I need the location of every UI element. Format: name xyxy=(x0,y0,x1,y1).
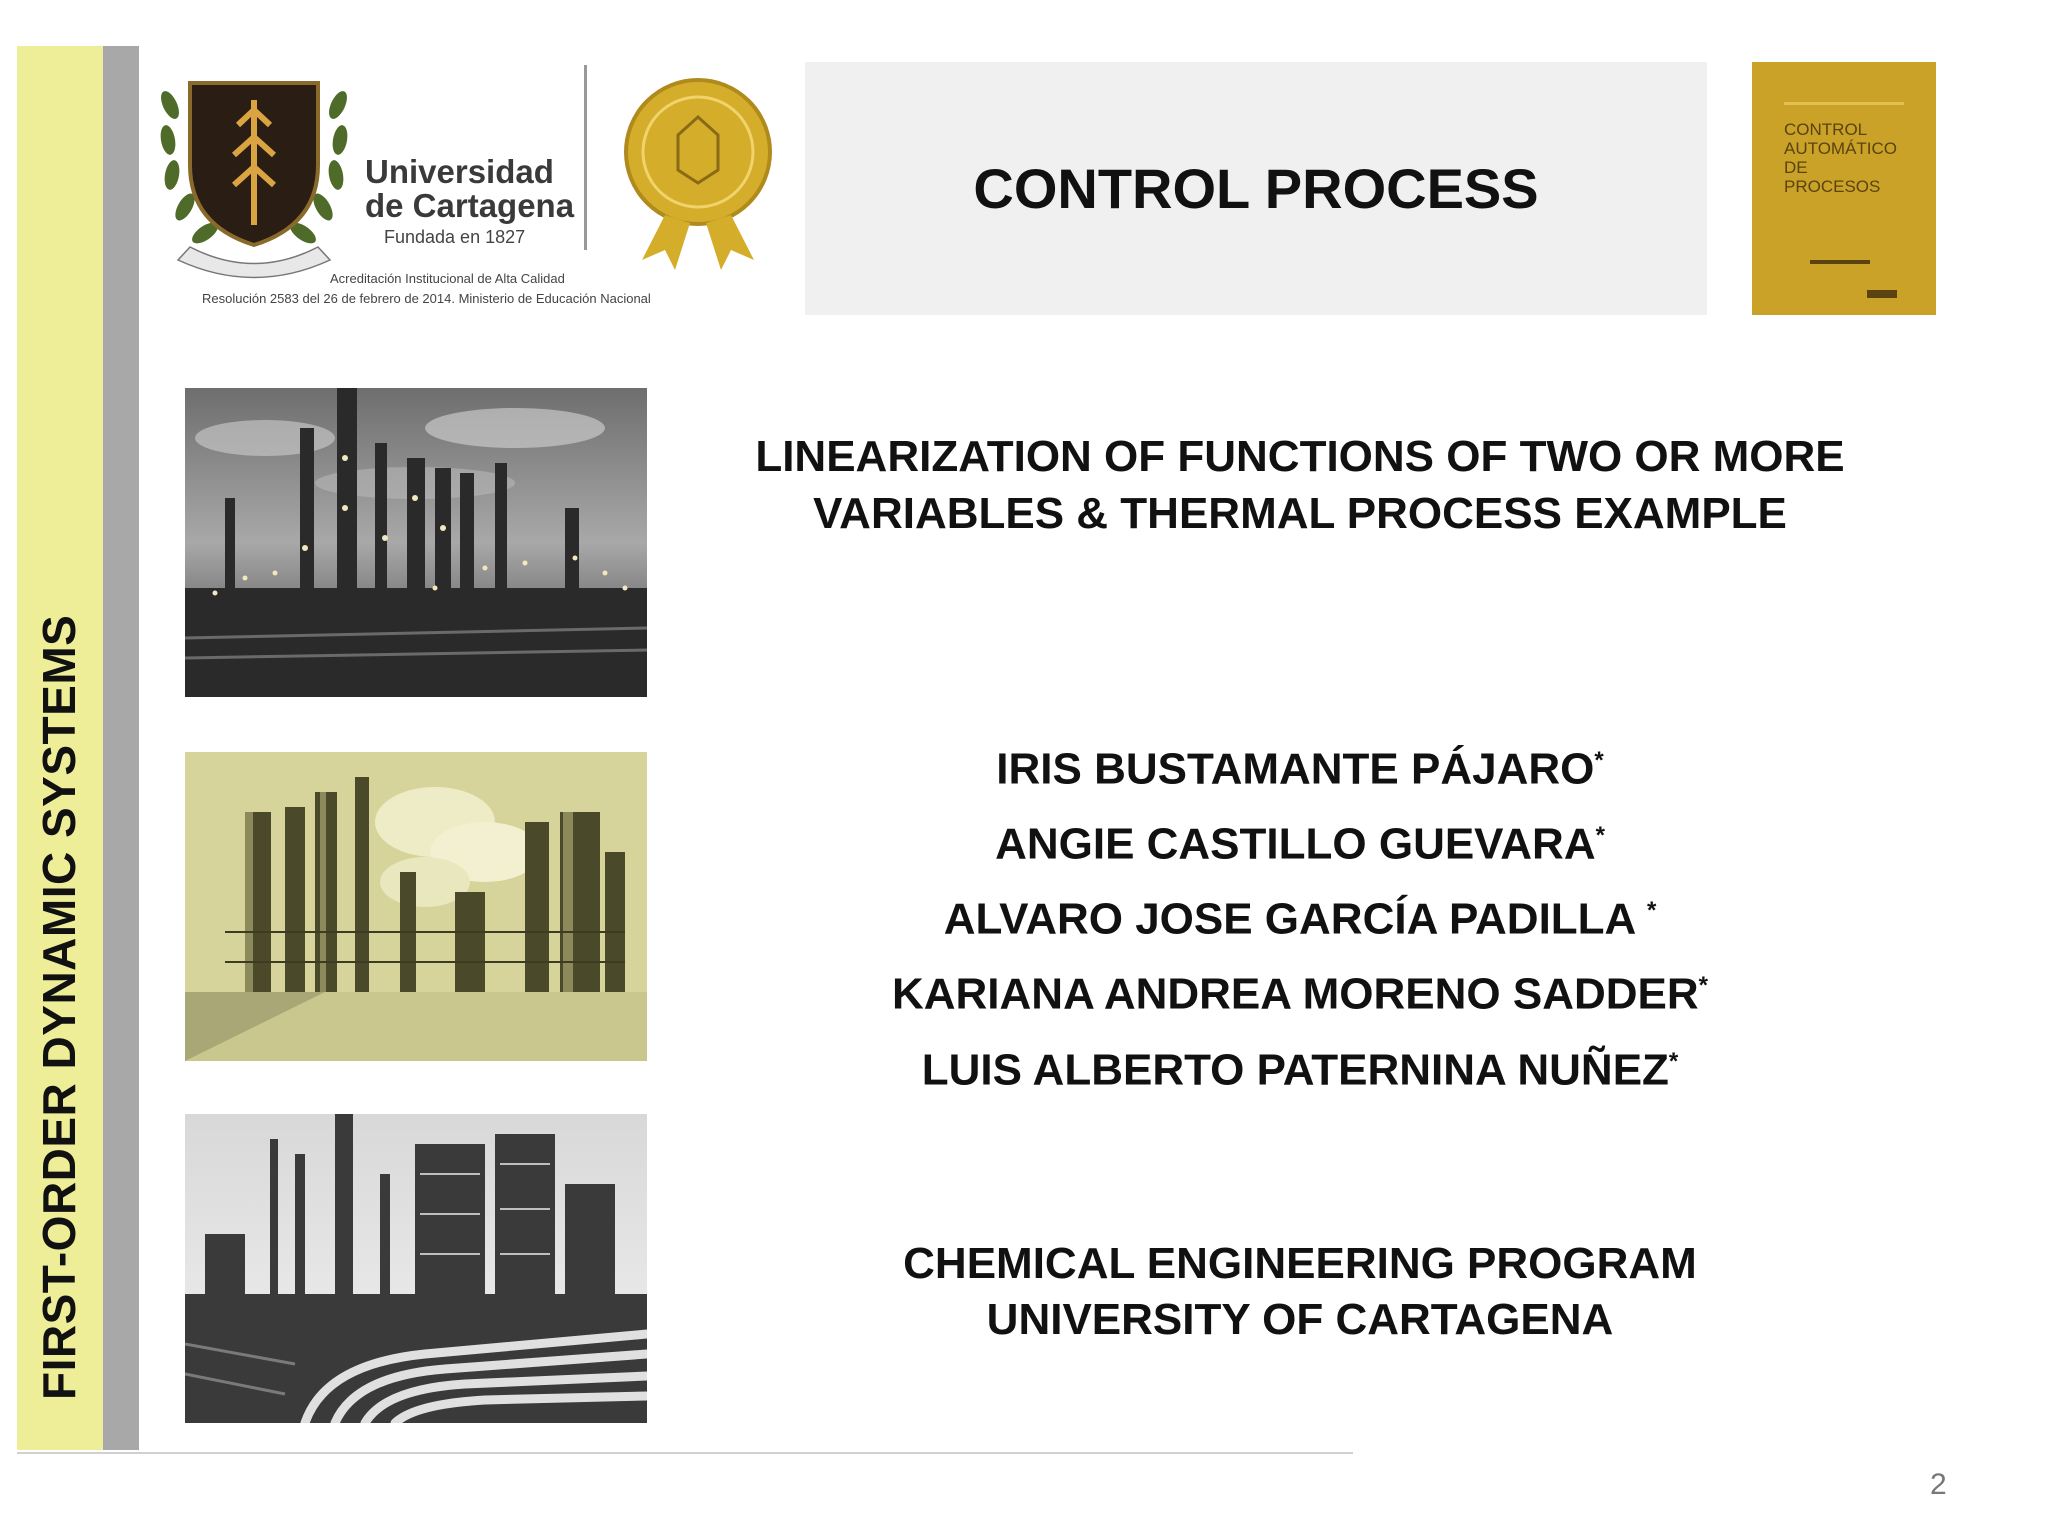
subtitle-line1: LINEARIZATION OF FUNCTIONS OF TWO OR MORE xyxy=(755,432,1845,481)
refinery-photo-3 xyxy=(185,1114,647,1423)
book-title-line1: CONTROL xyxy=(1784,120,1868,139)
side-title: FIRST-ORDER DYNAMIC SYSTEMS xyxy=(33,614,85,1400)
author-list xyxy=(700,728,1900,1104)
university-logo xyxy=(160,55,780,315)
program-line1: CHEMICAL ENGINEERING PROGRAM xyxy=(903,1239,1697,1288)
author-mark: * xyxy=(1594,747,1604,774)
author-name: ALVARO JOSE GARCÍA PADILLA xyxy=(943,894,1647,944)
title-box xyxy=(805,62,1707,315)
book-author-mark xyxy=(1810,260,1870,264)
refinery-photo-2 xyxy=(185,752,647,1061)
author-name: KARIANA ANDREA MORENO SADDER xyxy=(891,970,1699,1020)
book-cover xyxy=(1752,62,1936,315)
slide-title: CONTROL PROCESS xyxy=(973,157,1539,220)
subtitle-line2: VARIABLES & THERMAL PROCESS EXAMPLE xyxy=(813,489,1787,538)
refinery-photo-1 xyxy=(185,388,647,697)
university-founded: Fundada en 1827 xyxy=(384,227,526,247)
author-item xyxy=(700,728,1900,803)
slide-subtitle xyxy=(700,428,1900,542)
author-item xyxy=(700,803,1900,878)
program-block xyxy=(700,1236,1900,1348)
author-item xyxy=(700,953,1900,1028)
university-name-line1: Universidad xyxy=(365,153,554,190)
author-name: ANGIE CASTILLO GUEVARA xyxy=(995,819,1596,869)
author-mark: * xyxy=(1595,822,1605,850)
footer-divider xyxy=(17,1452,1353,1454)
accreditation-line1: Acreditación Institucional de Alta Calidad xyxy=(330,271,565,286)
university-name-line2: de Cartagena xyxy=(365,187,575,224)
author-item xyxy=(700,1029,1900,1104)
page-number: 2 xyxy=(1930,1468,1947,1501)
book-title-line2: AUTOMÁTICO xyxy=(1784,139,1898,158)
author-mark: * xyxy=(1646,897,1657,925)
author-name: IRIS BUSTAMANTE PÁJARO xyxy=(996,744,1595,794)
accreditation-line2: Resolución 2583 del 26 de febrero de 2014. Ministerio de Educación Nacional xyxy=(202,291,651,306)
book-publisher-mark xyxy=(1867,290,1897,298)
author-name: LUIS ALBERTO PATERNINA NUÑEZ xyxy=(921,1045,1669,1095)
author-mark: * xyxy=(1698,972,1709,1000)
author-mark: * xyxy=(1668,1047,1679,1075)
program-line2: UNIVERSITY OF CARTAGENA xyxy=(986,1295,1614,1344)
book-rule xyxy=(1784,102,1904,105)
book-title-line4: PROCESOS xyxy=(1784,177,1881,196)
author-item xyxy=(700,878,1900,953)
book-title-line3: DE xyxy=(1784,158,1808,177)
gray-band xyxy=(103,46,139,1450)
